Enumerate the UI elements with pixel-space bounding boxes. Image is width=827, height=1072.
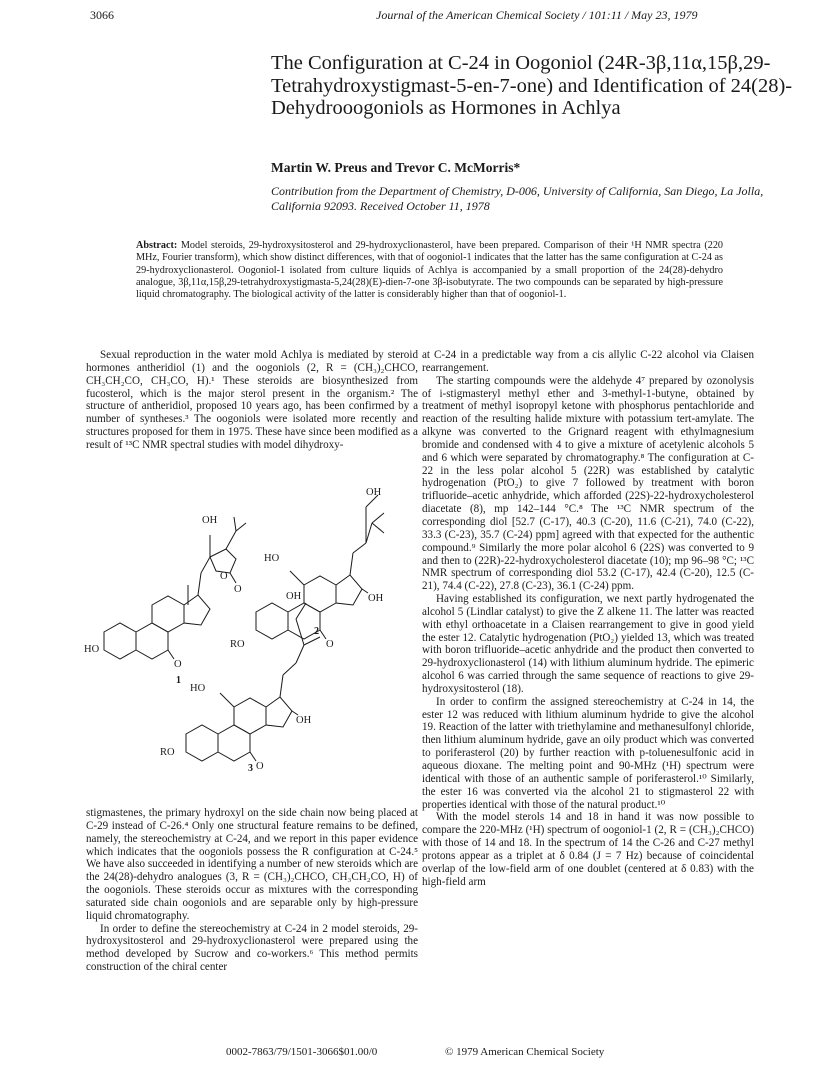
structure-1-number: 1 bbox=[176, 675, 181, 686]
footer-copyright: © 1979 American Chemical Society bbox=[445, 1046, 605, 1058]
structure-1-o-label: O bbox=[234, 584, 242, 595]
footer-code: 0002-7863/79/1501-3066$01.00/0 bbox=[226, 1046, 378, 1058]
paragraph: Having established its configuration, we next partly hydrogenated the alcohol 5 (Lindlar catalyst) to give the Z alkene 11. The latter was reacted with ethyl orthoacetate in a Claisen rearrangement to give in good yield the ester 12. Catalytic hydrogenation (PtO₂) yielded 13, which was treated with boron trifluoride–acetic anhydride and the product then converted to 29-hydroxyclionasterol (14) with lithium aluminum hydride. The epimeric alcohol 6 was carried through the same sequence of reactions to give 29-hydroxysitosterol (18). bbox=[422, 593, 754, 695]
abstract-label: Abstract: bbox=[136, 240, 178, 251]
structure-2-oh-label: OH bbox=[368, 593, 384, 604]
structure-2-drawing bbox=[256, 495, 384, 639]
article-affiliation: Contribution from the Department of Chemistry, D-006, University of California, San Diego, La Jolla, California 92093. Received October 11, 1978 bbox=[271, 184, 764, 213]
structure-2-number: 2 bbox=[314, 626, 319, 637]
structure-1-o-label: O bbox=[220, 571, 228, 582]
paragraph: With the model sterols 14 and 18 in hand it was now possible to compare the 220-MHz (¹H) spectrum of oogoniol-1 (2, R = (CH₃)₂CHCO) with those of 14 and 18. In the spectrum of 14 the C-26 and C-27 methyl protons appear as a triplet at δ 0.84 (J = 7 Hz) because of coincidental overlap of the low-field arm of one doublet (centered at δ 0.83) with the high-field arm bbox=[422, 811, 754, 888]
paragraph: stigmastenes, the primary hydroxyl on the side chain now being placed at C-29 instead of C-26.⁴ Only one structural feature remains to be defined, namely, the stereochemistry at C-24, and we report in this paper evidence which indicates that the oogoniols possess the R configuration at C-24.⁵ We have also succeeded in identifying a number of new steroids which are the 24(28)-dehydro analogues (3, R = (CH₃)₂CHCO, CH₃CH₂CO, H) of the oogoniols. These steroids occur as mixtures with the corresponding saturated side chain oogoniols and are separable only by high-pressure liquid chromatography. bbox=[86, 807, 418, 922]
structure-3-ro-label: RO bbox=[160, 747, 175, 758]
paragraph: In order to define the stereochemistry at C-24 in 2 model steroids, 29-hydroxysitosterol and 29-hydroxyclionasterol were prepared using the method developed by Sucrow and co-workers.⁶ This method permits construction of the chiral center bbox=[86, 922, 418, 974]
structure-1-drawing bbox=[104, 517, 246, 659]
article-title: The Configuration at C-24 in Oogoniol (24R-3β,11α,15β,29-Tetrahydroxystigmast-5-en-7-one) and Identification of 24(28)-Dehydrooogoniols as Hormones in Achlya bbox=[271, 52, 793, 119]
right-column bbox=[422, 349, 754, 888]
article-authors: Martin W. Preus and Trevor C. McMorris* bbox=[271, 160, 521, 175]
structure-3-oh-label: OH bbox=[296, 715, 312, 726]
structure-3-drawing bbox=[186, 603, 320, 761]
left-column-bottom bbox=[86, 807, 418, 974]
structure-2-ho-label: HO bbox=[264, 553, 280, 564]
structure-2-oh-label: OH bbox=[366, 487, 382, 498]
running-head: Journal of the American Chemical Society / 101:11 / May 23, 1979 bbox=[376, 8, 698, 22]
abstract-text: Model steroids, 29-hydroxysitosterol and 29-hydroxyclionasterol, have been prepared. Comparison of their ¹H NMR spectra (220 MHz, Fourier transform), which show distinct differences, with that of oogoniol-1 indicates that the latter has the same configuration at C-24 as 29-hydroxyclionasterol. Oogoniol-1 isolated from culture liquids of Achlya is accompanied by a small proportion of the 24(28)-dehydro analogue, 3β,11α,15β,29-tetrahydroxystigmasta-5,24(28)(E)-dien-7-one 3β-isobutyrate. The two compounds can be separated by high-pressure liquid chromatography. The biological activity of the latter is considerably higher than that of oogoniol-1. bbox=[136, 240, 724, 301]
paragraph: The starting compounds were the aldehyde 4⁷ prepared by ozonolysis of i-stigmasteryl methyl ether and 3-methyl-1-butyne, obtained by treatment of methyl isopropyl ketone with phosphorus pentachloride and reaction of the resulting halide mixture with potassium tert-amylate. The alkyne was converted to the Grignard reagent with ethylmagnesium bromide and condensed with 4 to give a mixture of acetylenic alcohols 5 and 6 which were separated by chromatography.⁸ The configuration at C-22 in the less polar alcohol 5 (22R) was established by catalytic hydrogenation (PtO₂) to give 7 followed by treatment with boron trifluoride–acetic anhydride, which afforded (22S)-22-hydroxycholesterol diacetate (8), mp 142–144 °C.⁸ The ¹³C NMR spectrum of the corresponding diol [52.7 (C-17), 40.3 (C-20), 11.6 (C-21), 74.0 (C-22), 33.3 (C-23), 35.7 (C-24) ppm] agreed with that expected for the authentic compound.⁹ Similarly the more polar alcohol 6 (22S) was converted to 9 and then to (22R)-22-hydroxycholesterol diacetate (10); mp 96–98 °C; ¹³C NMR spectrum of corresponding diol 53.2 (C-17), 42.4 (C-20), 12.5 (C-21), 74.4 (C-22), 27.8 (C-23), 36.1 (C-24) ppm. bbox=[422, 374, 754, 593]
page-number: 3066 bbox=[90, 8, 114, 22]
structure-3-ho-label: HO bbox=[190, 683, 206, 694]
left-column-top bbox=[86, 349, 418, 452]
paragraph: Sexual reproduction in the water mold Achlya is mediated by steroid hormones antheridiol (1) and the oogoniols (2, R = (CH₃)₂CHCO, CH₃CH₂CO, CH₃CO, H).¹ These steroids are biosynthesized from fucosterol, which is the major sterol present in the organism.² The structure of antheridiol, proposed 10 years ago, has been confirmed by a number of syntheses.³ The oogoniols were isolated more recently and structures proposed for them in 1975. These have since been modified as a result of ¹³C NMR spectral studies with model dihydroxy- bbox=[86, 349, 418, 451]
structure-2-o-label: O bbox=[326, 639, 334, 650]
structure-3-number: 3 bbox=[248, 763, 253, 773]
structure-2-ro-label: RO bbox=[230, 639, 245, 650]
paragraph: at C-24 in a predictable way from a cis allylic C-22 alcohol via Claisen rearrangement. bbox=[422, 349, 754, 374]
structure-1-ho-label: HO bbox=[84, 644, 100, 655]
structure-1-o-label: O bbox=[174, 659, 182, 670]
paragraph: In order to confirm the assigned stereochemistry at C-24 in 14, the ester 12 was reduced with lithium aluminum hydride to give the alcohol 19. Reaction of the latter with triethylamine and methanesulfonyl chloride, then lithium aluminum hydride, gave an oily product which was converted to poriferasterol (20) by further reaction with p-toluenesulfonic acid in aqueous dioxane. The melting point and 90-MHz (¹H) spectrum were identical with those of an authentic sample of poriferasterol.¹⁰ Similarly, the ester 16 was converted via the alcohol 21 to stigmasterol 22 with properties identical with those of the natural product.¹⁰ bbox=[422, 695, 754, 811]
abstract bbox=[136, 240, 723, 301]
structure-3-oh-label: OH bbox=[286, 591, 302, 602]
structure-figure bbox=[84, 487, 424, 773]
structure-3-o-label: O bbox=[256, 761, 264, 772]
structure-1-oh-label: OH bbox=[202, 515, 218, 526]
